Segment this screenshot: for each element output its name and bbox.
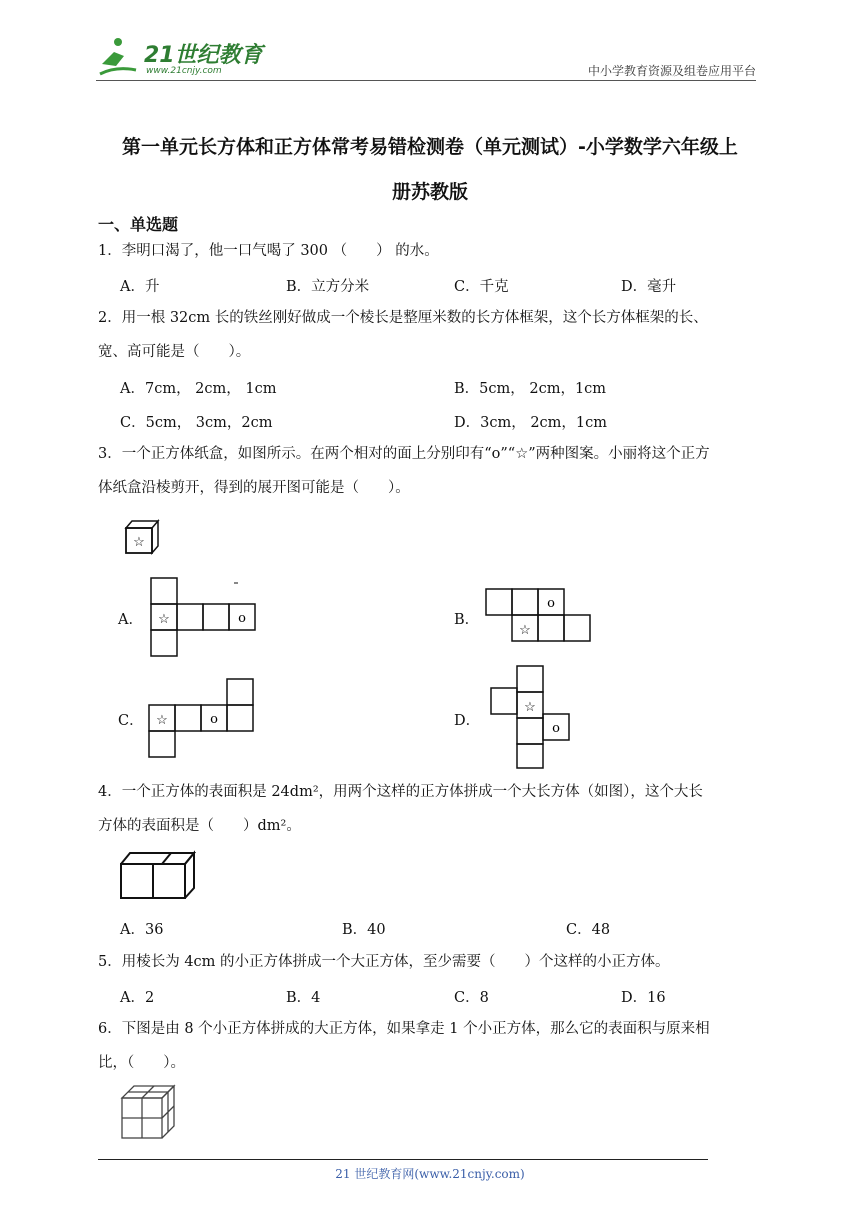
section-heading: 一、单选题 [98, 215, 179, 234]
question-3-stem-line2: 体纸盒沿棱剪开，得到的展开图可能是（ ）。 [98, 480, 410, 496]
q5-option-b: B．4 [286, 990, 321, 1006]
question-6-stem-line1: 6．下图是由 8 个小正方体拼成的大正方体，如果拿走 1 个小正方体，那么它的表面积与原来相 [98, 1021, 710, 1037]
question-4-stem-line2: 方体的表面积是（ ）dm²。 [98, 818, 301, 834]
star-icon: ☆ [133, 535, 145, 550]
page-title-line2: 册苏教版 [391, 181, 468, 203]
circle-icon: o [552, 721, 560, 736]
header-divider [96, 80, 756, 81]
big-cube-figure [120, 1084, 176, 1140]
q5-option-d: D．16 [621, 990, 666, 1006]
star-icon: ☆ [524, 700, 536, 715]
star-icon: ☆ [158, 612, 170, 627]
q4-option-b: B．40 [342, 922, 386, 938]
q2-option-c: C．5cm， 3cm，2cm [120, 415, 273, 431]
platform-name: 中小学教育资源及组卷应用平台 [587, 64, 756, 78]
q1-option-a: A．升 [120, 279, 160, 295]
q1-option-c: C．千克 [454, 279, 509, 295]
q4-option-a: A．36 [120, 922, 164, 938]
page-title-line1: 第一单元长方体和正方体常考易错检测卷（单元测试）-小学数学六年级上 [122, 136, 738, 158]
question-1-stem: 1．李明口渴了，他一口气喝了 300 （ ） 的水。 [98, 243, 439, 259]
q4-option-c: C．48 [566, 922, 611, 938]
question-2-stem-line1: 2．用一根 32cm 长的铁丝刚好做成一个棱长是整厘米数的长方体框架，这个长方体框架的长、 [98, 310, 708, 326]
two-cubes-figure [118, 850, 198, 900]
net-b-figure [485, 588, 595, 644]
q3-option-c: C． [118, 713, 144, 729]
q5-option-c: C．8 [454, 990, 489, 1006]
circle-icon: o [547, 596, 555, 611]
site-logo [96, 34, 266, 82]
question-3-stem-line1: 3．一个正方体纸盒，如图所示。在两个相对的面上分别印有“o”“☆”两种图案。小丽将这个正方 [98, 446, 710, 462]
q2-option-a: A．7cm， 2cm， 1cm [120, 381, 277, 397]
footer-divider [98, 1159, 708, 1160]
cube-figure [122, 518, 162, 558]
question-6-stem-line2: 比，（ ）。 [98, 1055, 185, 1071]
circle-icon: o [210, 712, 218, 727]
net-d-figure [490, 665, 572, 769]
q3-option-b: B． [454, 612, 480, 628]
star-icon: ☆ [519, 623, 531, 638]
logo-url: www.21cnjy.com [146, 66, 222, 76]
net-a-figure [150, 577, 260, 657]
circle-icon: o [238, 611, 246, 626]
question-2-stem-line2: 宽、高可能是（ ）。 [98, 344, 251, 360]
net-c-figure [148, 678, 258, 758]
star-icon: ☆ [156, 713, 168, 728]
q2-option-b: B．5cm， 2cm，1cm [454, 381, 607, 397]
logo-text: 21世纪教育 [144, 43, 263, 68]
q3-option-a: A． [118, 612, 143, 628]
q1-option-d: D．毫升 [621, 279, 677, 295]
footer-text: 21 世纪教育网(www.21cnjy.com) [335, 1167, 525, 1181]
q5-option-a: A．2 [120, 990, 155, 1006]
q3-option-d: D． [454, 713, 481, 729]
question-5-stem: 5．用棱长为 4cm 的小正方体拼成一个大正方体，至少需要（ ）个这样的小正方体。 [98, 954, 670, 970]
question-4-stem-line1: 4．一个正方体的表面积是 24dm²，用两个这样的正方体拼成一个大长方体（如图），这个大长 [98, 784, 703, 800]
q2-option-d: D．3cm， 2cm，1cm [454, 415, 608, 431]
q1-option-b: B．立方分米 [286, 279, 370, 295]
